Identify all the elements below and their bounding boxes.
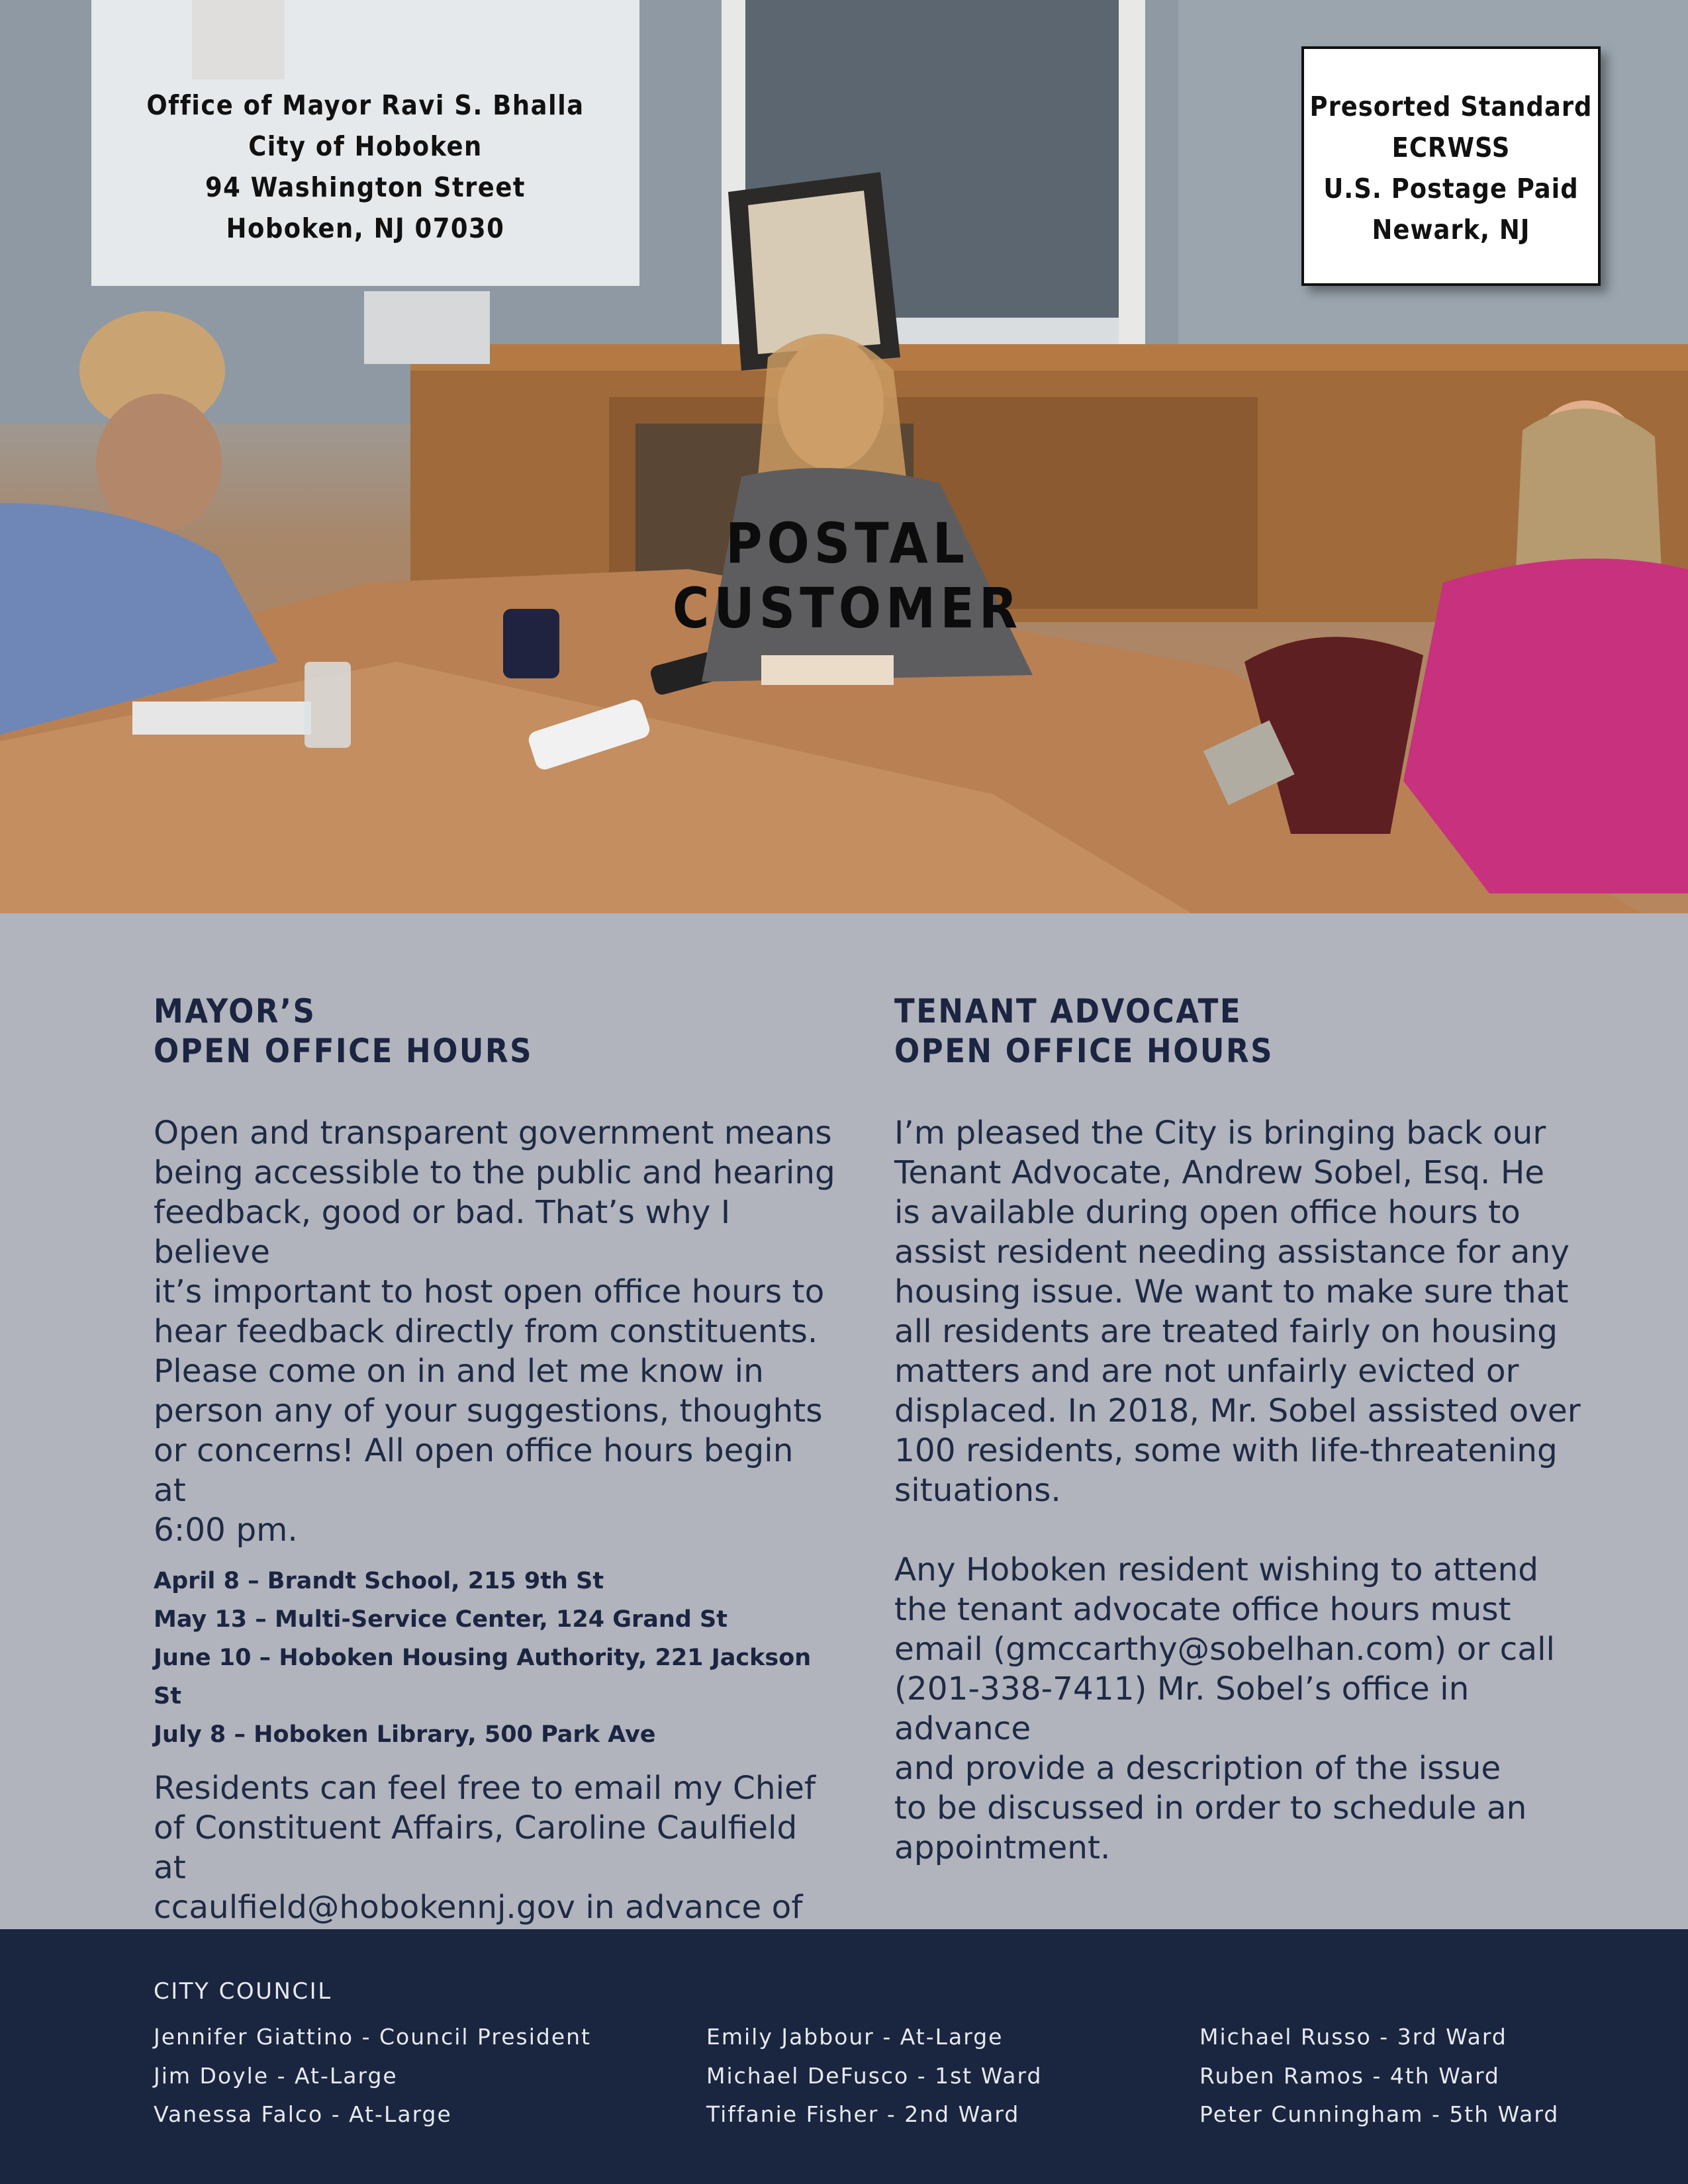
return-address-line: Office of Mayor Ravi S. Bhalla bbox=[146, 89, 585, 121]
tenant-paragraph-2: Any Hoboken resident wishing to attend the tenant advocate office hours must email (gmccarthy@sobelhan.com) or call (201-338-7411) Mr. Sobel’s office in advance and provide a description of the issue to be discussed in order to schedule an appointment. bbox=[894, 1551, 1556, 1866]
tenant-heading-line2: OPEN OFFICE HOURS bbox=[894, 1032, 1274, 1070]
tenant-heading-line1: TENANT ADVOCATE bbox=[894, 992, 1243, 1030]
return-address bbox=[91, 85, 639, 249]
postage-line: U.S. Postage Paid bbox=[1323, 173, 1579, 205]
schedule-item: July 8 – Hoboken Library, 500 Park Ave bbox=[154, 1721, 656, 1748]
mayor-heading-line1: MAYOR’S bbox=[154, 992, 316, 1030]
council-column-3 bbox=[1199, 2018, 1559, 2134]
return-address-line: City of Hoboken bbox=[248, 130, 483, 162]
council-member: Peter Cunningham - 5th Ward bbox=[1199, 2101, 1560, 2127]
postage-indicia bbox=[1301, 46, 1601, 286]
council-member: Jennifer Giattino - Council President bbox=[154, 2024, 591, 2050]
council-member: Tiffanie Fisher - 2nd Ward bbox=[706, 2101, 1020, 2127]
tenant-paragraph-1: I’m pleased the City is bringing back our Tenant Advocate, Andrew Sobel, Esq. He is available during open office hours to assist resident needing assistance for any housing issue. We want to make sure that all residents are treated fairly on housing matters and are not unfairly evicted or displaced. In 2018, Mr. Sobel assisted over 100 residents, some with life-threatening situations. bbox=[894, 1115, 1581, 1509]
council-member: Jim Doyle - At-Large bbox=[154, 2062, 398, 2089]
council-member: Ruben Ramos - 4th Ward bbox=[1199, 2062, 1500, 2089]
city-council-label: CITY COUNCIL bbox=[154, 1978, 332, 2005]
postage-line: Newark, NJ bbox=[1372, 214, 1530, 246]
schedule-item: April 8 – Brandt School, 215 9th St bbox=[154, 1568, 604, 1594]
schedule-item: May 13 – Multi-Service Center, 124 Grand St bbox=[154, 1606, 727, 1633]
council-member: Emily Jabbour - At-Large bbox=[706, 2024, 1004, 2050]
council-column-1 bbox=[154, 2018, 591, 2134]
council-member: Vanessa Falco - At-Large bbox=[154, 2101, 452, 2127]
mayor-heading-line2: OPEN OFFICE HOURS bbox=[154, 1032, 533, 1070]
return-address-line: 94 Washington Street bbox=[205, 171, 526, 203]
content-section bbox=[0, 913, 1688, 1929]
council-member: Michael DeFusco - 1st Ward bbox=[706, 2062, 1043, 2089]
return-address-line: Hoboken, NJ 07030 bbox=[226, 212, 505, 244]
council-column-2 bbox=[706, 2018, 1042, 2134]
tenant-advocate-column bbox=[894, 991, 1596, 1868]
postage-line: ECRWSS bbox=[1391, 132, 1511, 163]
recipient-label: POSTAL CUSTOMER bbox=[672, 511, 1023, 641]
council-member: Michael Russo - 3rd Ward bbox=[1199, 2024, 1507, 2050]
office-hours-schedule bbox=[154, 1562, 835, 1754]
schedule-item: June 10 – Hoboken Housing Authority, 221 Jackson St bbox=[154, 1645, 812, 1709]
postage-line: Presorted Standard bbox=[1309, 91, 1593, 122]
city-council-footer bbox=[0, 1929, 1688, 2184]
mayor-office-hours-column bbox=[154, 991, 835, 1967]
mayor-intro-paragraph: Open and transparent government means being accessible to the public and hearing feedback, good or bad. That’s why I believe it’s important to host open office hours to hear feedback directly from constituents. Please come on in and let me know in person any of your suggestions, thoughts or concerns! All open office hours begin at 6:00 pm. bbox=[154, 1115, 835, 1549]
mayor-closing-paragraph: Residents can feel free to email my Chief of Constituent Affairs, Caroline Caulfield at ccaulfield@hobokennj.gov in advance of bbox=[154, 1770, 816, 1926]
